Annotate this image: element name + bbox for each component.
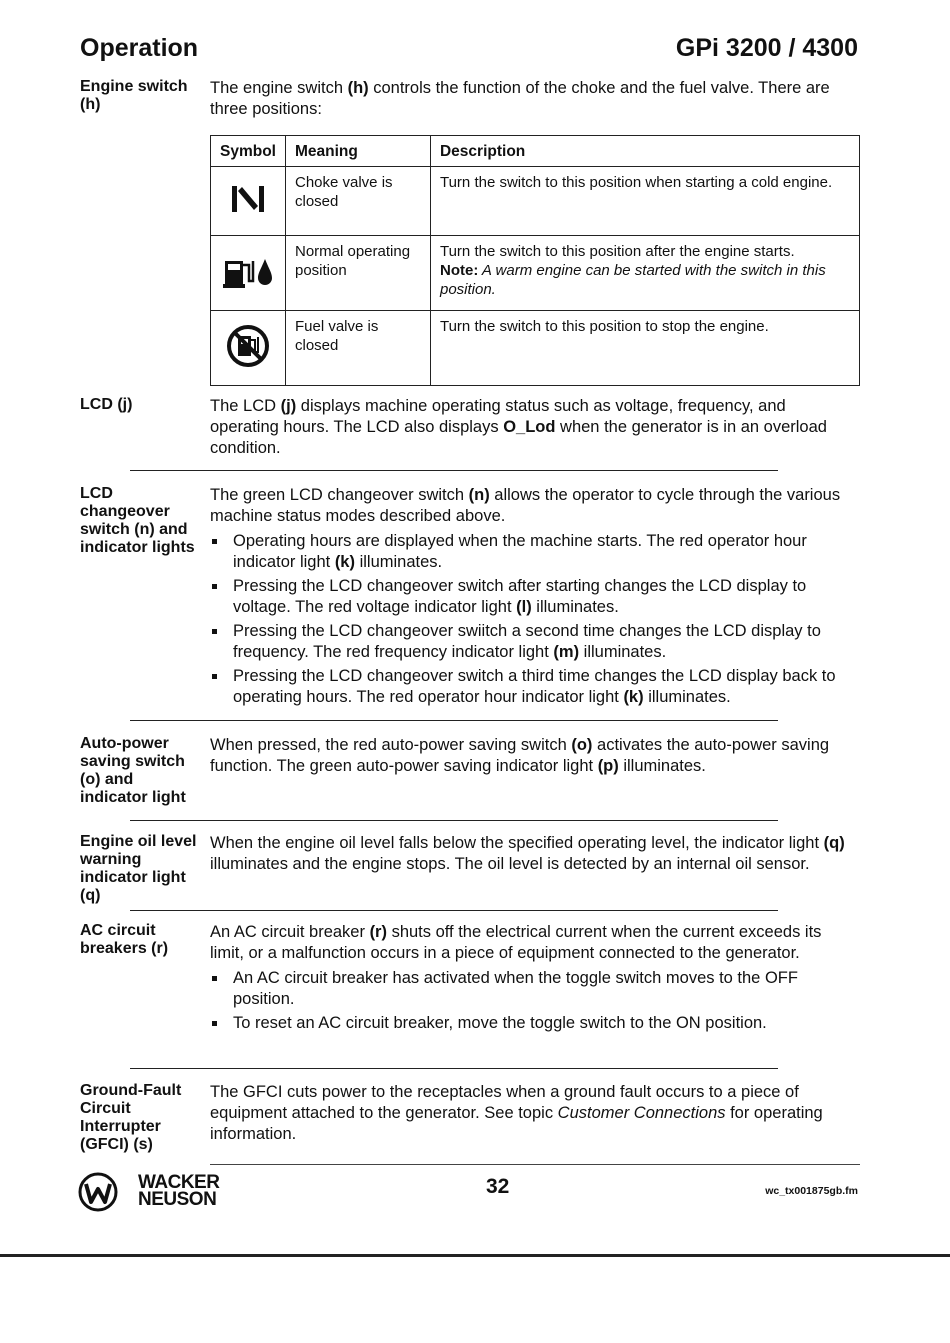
section-divider — [130, 910, 778, 911]
lcd-text: The LCD (j) displays machine operating status such as voltage, frequency, and operating hours. The LCD also displays O_Lod when the generator is in an overload condition. — [210, 397, 827, 457]
lcd-changeover-label: LCD changeover switch (n) and indicator lights — [80, 485, 195, 556]
ac-breakers-label: AC circuit breakers (r) — [80, 922, 169, 957]
lcd-label: LCD (j) — [80, 396, 133, 413]
list-item: To reset an AC circuit breaker, move the toggle switch to the ON position. — [210, 1013, 858, 1034]
meaning-cell: Normal operating position — [285, 236, 430, 311]
ac-breakers-list — [210, 968, 858, 1034]
section-divider — [130, 1068, 778, 1069]
gfci-label: Ground-Fault Circuit Interrupter (GFCI) (s) — [80, 1082, 182, 1153]
engine-switch-table — [210, 135, 860, 386]
section-title: Operation — [80, 34, 199, 62]
list-item: Pressing the LCD changeover switch a third time changes the LCD display back to operating hours. The red operator hour indicator light (k) illuminates. — [210, 666, 858, 708]
table-header-cell: Description — [430, 136, 859, 167]
page-header — [80, 34, 858, 70]
table-row — [211, 311, 860, 386]
section-divider — [130, 820, 778, 821]
oil-warning-section — [80, 833, 858, 908]
section-divider — [130, 470, 778, 471]
table-header-cell: Meaning — [285, 136, 430, 167]
lcd-changeover-section — [80, 485, 858, 715]
table-header-row — [211, 136, 860, 167]
wacker-neuson-logo-icon — [78, 1172, 118, 1212]
ac-breakers-section — [80, 922, 858, 1062]
engine-switch-section — [80, 78, 858, 378]
fuel-pump-operating-icon — [211, 236, 286, 311]
list-item: Pressing the LCD changeover swiitch a second time changes the LCD display to frequency. The red frequency indicator light (m) illuminates. — [210, 621, 858, 663]
lcd-section — [80, 396, 858, 466]
page-number: 32 — [486, 1175, 510, 1198]
fuel-off-icon — [211, 311, 286, 386]
description-cell: Turn the switch to this position when starting a cold engine. — [430, 167, 859, 236]
gfci-text: The GFCI cuts power to the receptacles when a ground fault occurs to a piece of equipment attached to the generator. See topic Customer Connections for operating information. — [210, 1083, 823, 1143]
choke-closed-icon — [211, 167, 286, 236]
table-header-cell: Symbol — [211, 136, 286, 167]
meaning-cell: Fuel valve is closed — [285, 311, 430, 386]
oil-warning-label: Engine oil level warning indicator light (q) — [80, 833, 197, 904]
list-item: Pressing the LCD changeover switch after starting changes the LCD display to voltage. The red voltage indicator light (l) illuminates. — [210, 576, 858, 618]
section-divider — [130, 720, 778, 721]
meaning-cell: Choke valve is closed — [285, 167, 430, 236]
footer-divider — [210, 1164, 860, 1165]
model-title: GPi 3200 / 4300 — [675, 34, 858, 62]
lcd-changeover-text: The green LCD changeover switch (n) allows the operator to cycle through the various machine status modes described above. Operating hours are displayed when the machine starts. The red operator hour indicator light (k) illuminates. Pressing the LCD changeover switch after starting changes the LCD display to voltage. The red voltage indicator light (l) illuminates. Pressing the LCD changeover swiitch a second time changes the LCD display to frequency. The red frequency indicator light (m) illuminates. Pressing the LCD changeover switch a third time changes the LCD display back to operating hours. The red operator hour indicator light (k) illuminates. — [210, 485, 858, 711]
description-cell: Turn the switch to this position to stop the engine. — [430, 311, 859, 386]
brand-name: WACKER NEUSON — [138, 1172, 220, 1210]
auto-power-text: When pressed, the red auto-power saving switch (o) activates the auto-power saving function. The green auto-power saving indicator light (p) illuminates. — [210, 736, 830, 775]
ac-breakers-text: An AC circuit breaker (r) shuts off the electrical current when the current exceeds its limit, or a malfunction occurs in a piece of equipment connected to the generator. An AC circuit breaker has activated when the toggle switch moves to the OFF position. To reset an AC circuit breaker, move the toggle switch to the ON position. — [210, 922, 858, 1037]
engine-switch-text: The engine switch (h) controls the function of the choke and the fuel valve. There are three positions: — [210, 79, 830, 118]
oil-warning-text: When the engine oil level falls below the specified operating level, the indicator light (q) illuminates and the engine stops. The oil level is detected by an internal oil sensor. — [210, 834, 845, 873]
table-row — [211, 167, 860, 236]
list-item: Operating hours are displayed when the machine starts. The red operator hour indicator light (k) illuminates. — [210, 531, 858, 573]
file-name: wc_tx001875gb.fm — [765, 1185, 858, 1197]
auto-power-label: Auto-power saving switch (o) and indicator light — [80, 735, 186, 806]
engine-switch-label: Engine switch (h) — [80, 78, 188, 113]
lcd-changeover-list — [210, 531, 858, 708]
page-bottom-border — [0, 1254, 950, 1257]
auto-power-section — [80, 735, 858, 815]
list-item: An AC circuit breaker has activated when the toggle switch moves to the OFF position. — [210, 968, 858, 1010]
gfci-section — [80, 1082, 858, 1157]
table-row — [211, 236, 860, 311]
description-cell: Turn the switch to this position after the engine starts. Note: A warm engine can be started with the switch in this position. — [430, 236, 859, 311]
